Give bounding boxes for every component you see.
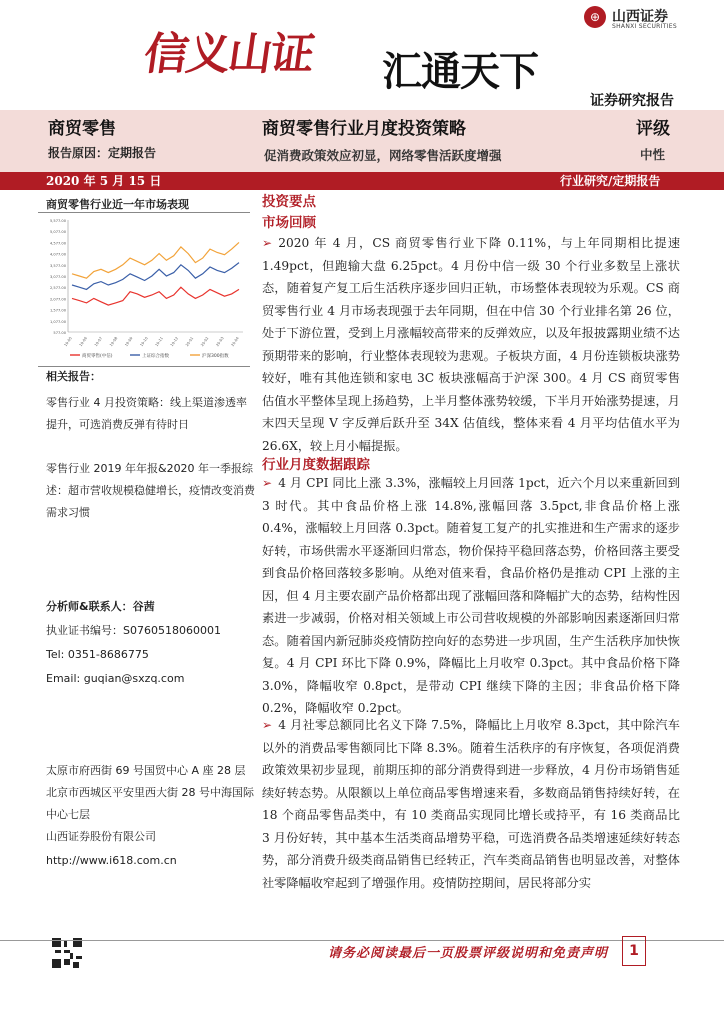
market-review-paragraph [262,232,680,457]
license-number: 执业证书编号：S0760518060001 [46,624,221,637]
paragraph-text: 2020 年 4 月，CS 商贸零售行业下降 0.11%，与上年同期相比提速 1.49pct，但跑输大盘 6.25pct。4 月份中信一级 30 个行业多数呈上涨状态，随着复产复工后生活秩序逐步回归正轨，市场整体表现较为乐观。CS 商贸零售行业 4 月市场表现强于去年同期，但在中信 30 个行业排名第 26 位，处于下游位置，受到上月涨幅较高带来的反弹效应，以及年报披露期业绩不达预期带来的影响，行业整体表现较为悲观。子板块方面，4 月份连锁板块涨势较好，唯有其他连锁和家电 3C 板块涨幅高于沪深 300。4 月 CS 商贸零售估值水平整体呈现上扬趋势，上半月整体涨势较缓，下半月开始涨势提速，月末四天呈现 V 字反弹后跃升至 34X 估值线，整体来看 4 月平均估值水平为 26.6X，较上月小幅提振。 [262,236,680,453]
report-date: 2020 年 5 月 15 日 [46,174,162,188]
email[interactable]: Email: guqian@sxzq.com [46,672,185,685]
related-report-1[interactable]: 零售行业 4 月投资策略：线上渠道渗透率提升，可选消费反弹有待时日 [46,396,247,431]
x-tick-label: 19-10 [139,336,149,348]
market-performance-chart [38,214,250,364]
legend-label: 商贸零售(中信) [82,354,113,359]
series-line-2 [72,263,239,290]
rating-label: 评级 [636,119,670,139]
legend-label: 上证综合指数 [142,354,169,359]
legend-label: 沪深300指数 [202,354,229,359]
logo-cn: 山西证券 [612,9,668,25]
x-tick-label: 20-02 [200,336,210,348]
bullet-icon: ➢ [262,476,273,490]
logo-icon: ⊕ [584,6,606,28]
report-reason: 报告原因：定期报告 [48,146,157,160]
related-reports-title: 相关报告： [46,370,101,383]
y-tick-label: 577.00 [53,331,66,335]
x-tick-label: 19-06 [78,336,89,348]
y-tick-label: 1,077.00 [49,319,66,324]
data-tracking-heading: 行业月度数据跟踪 [262,457,370,473]
sector-name: 商贸零售 [48,119,116,139]
y-tick-label: 2,577.00 [49,286,66,291]
related-report-2[interactable]: 零售行业 2019 年年报&2020 年一季报综述：超市营收规模稳健增长，疫情改变消费需求习惯 [46,462,255,519]
logo-en: SHANXI SECURITIES [612,23,677,30]
retail-paragraph [262,714,680,894]
y-tick-label: 5,577.00 [49,219,66,223]
y-tick-label: 4,077.00 [49,252,66,257]
slogan-red: 信义山证 [140,29,316,80]
report-category: 行业研究/定期报告 [560,174,661,188]
page-subtitle: 促消费政策效应初显，网络零售活跃度增强 [264,148,502,163]
series-line-1 [72,287,239,305]
x-tick-label: 19-05 [63,336,73,348]
bullet-icon: ➢ [262,236,273,250]
cpi-paragraph [262,472,680,720]
paragraph-text: 4 月社零总额同比名义下降 7.5%，降幅比上月收窄 8.3pct，其中除汽车以外的消费品零售额同比下降 8.3%。随着生活秩序的有序恢复，各项促消费政策效果初步显现，前期压抑的部分消费得到进一步释放，4 月份市场销售延续好转态势。从限额以上单位商品零售增速来看，多数商品销售持续好转，在 18 个商品零售品类中，有 10 类商品实现同比增长或持平，有 16 类商品比 3 月份好转，其中基本生活类商品增势平稳，可选消费各品类增速延续好转态势，部分消费升级类商品销售已经转正，汽车类商品销售也明显改善，对整体社零降幅收窄起到了增强作用。疫情防控期间，居民将部分实 [262,718,680,890]
address-taiyuan: 太原市府西街 69 号国贸中心 A 座 28 层 [46,764,246,777]
company-name: 山西证券股份有限公司 [46,830,156,843]
page-number: 1 [622,936,646,966]
chart-title: 商贸零售行业近一年市场表现 [46,198,189,211]
footer-disclaimer[interactable]: 请务必阅读最后一页股票评级说明和免责声明 [328,946,609,961]
paragraph-text: 4 月 CPI 同比上涨 3.3%，涨幅较上月回落 1pct，近六个月以来重新回到 3 时代。其中食品价格上涨 14.8%,涨幅回落 3.5pct,非食品价格上涨 0.4%，涨幅较上月回落 0.3pct。随着复工复产的扎实推进和生产需求的逐步好转，市场供需水平逐渐回归常态，物价保持平稳回落态势，价格回落主要受到食品价格回落较多影响。从绝对值来看，食品价格仍是推动 CPI 上涨的主因，但 4 月主要农副产品价格都出现了涨幅回落和降幅扩大的态势，结构性因素进一步减弱，价格对相关领域上市公司营收规模的外部影响因素逐渐回归常态。随着国内新冠肺炎疫情防控向好的态势进一步巩固，生产生活秩序加快恢复。4 月 CPI 环比下降 0.9%，降幅比上月收窄 0.3pct。其中食品价格下降 3.0%，降幅收窄 0.8pct，是带动 CPI 继续下降的主因；非食品价格下降 0.2%，降幅收窄 0.2pct。 [262,476,680,715]
report-type: 证券研究报告 [590,93,674,109]
x-tick-label: 20-04 [230,336,240,348]
key-points-heading: 投资要点 [262,194,316,210]
company-url[interactable]: http://www.i618.com.cn [46,854,177,867]
x-tick-label: 20-03 [215,336,225,348]
x-tick-label: 19-12 [169,336,180,348]
y-tick-label: 3,077.00 [49,275,66,279]
analyst: 分析师&联系人：谷茜 [46,600,155,613]
rating-value: 中性 [640,147,666,162]
telephone: Tel: 0351-8686775 [46,648,149,661]
x-tick-label: 19-11 [154,336,164,348]
bullet-icon: ➢ [262,718,273,732]
y-tick-label: 5,077.00 [49,230,66,235]
footer-rule [0,940,724,941]
x-tick-label: 19-07 [93,336,104,348]
y-tick-label: 1,577.00 [49,308,66,313]
company-logo [584,6,704,32]
qr-code-icon [52,938,82,968]
x-tick-label: 19-08 [109,336,119,348]
y-tick-label: 3,577.00 [49,263,66,268]
address-beijing: 北京市西城区平安里西大街 28 号中海国际中心七层 [46,786,254,821]
y-tick-label: 4,577.00 [49,241,66,246]
y-tick-label: 2,077.00 [49,297,66,302]
page-title: 商贸零售行业月度投资策略 [262,119,466,139]
slogan-black: 汇通天下 [382,48,538,95]
x-tick-label: 19-09 [124,336,134,348]
x-tick-label: 20-01 [185,336,195,348]
market-review-heading: 市场回顾 [262,215,316,231]
chart-top-rule [38,212,250,213]
